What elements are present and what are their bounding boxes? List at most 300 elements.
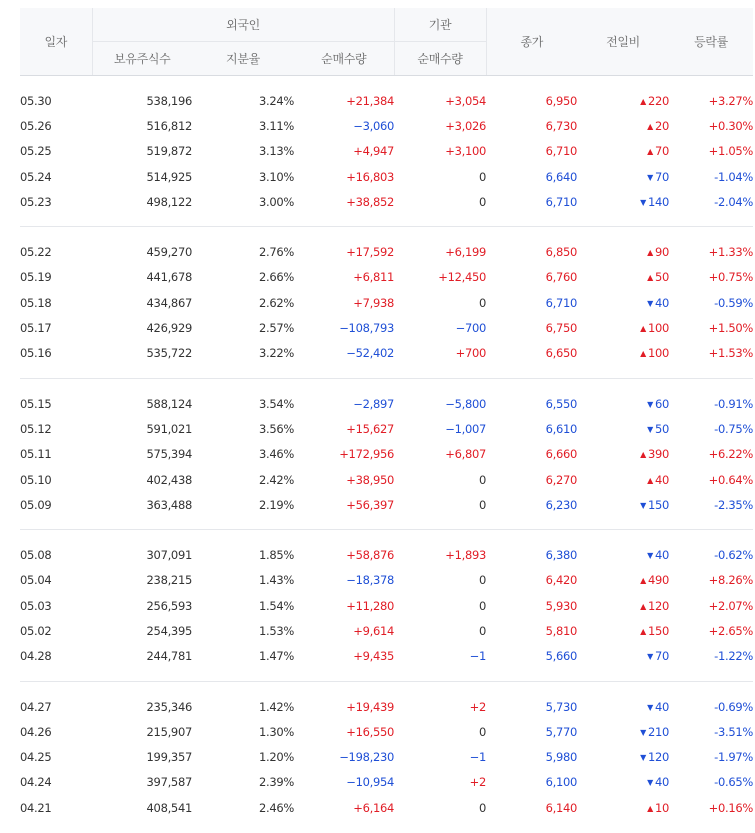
cell-foreign-net: +56,397 bbox=[346, 497, 395, 512]
cell-foreign-net: +172,956 bbox=[339, 447, 395, 462]
header-date: 일자 bbox=[20, 8, 92, 76]
cell-close: 5,660 bbox=[545, 649, 578, 664]
triangle-down-icon: ▼ bbox=[647, 172, 653, 182]
cell-rate: +2.65% bbox=[708, 623, 754, 638]
header-close: 종가 bbox=[486, 8, 577, 76]
cell-holdings: 514,925 bbox=[146, 169, 192, 184]
table-row bbox=[20, 265, 753, 290]
cell-foreign-net: +38,950 bbox=[346, 472, 395, 487]
cell-holdings: 441,678 bbox=[146, 270, 192, 285]
table-header bbox=[20, 8, 753, 76]
cell-holdings: 408,541 bbox=[146, 800, 192, 815]
cell-holdings: 459,270 bbox=[146, 245, 192, 260]
cell-ratio: 2.46% bbox=[258, 800, 294, 815]
header-change: 전일비 bbox=[577, 8, 669, 76]
cell-change bbox=[577, 542, 669, 567]
cell-close: 6,730 bbox=[545, 118, 578, 133]
change-value: 490 bbox=[647, 573, 670, 588]
table-row bbox=[20, 113, 753, 138]
cell-foreign-net: +11,280 bbox=[346, 598, 395, 613]
triangle-up-icon: ▲ bbox=[640, 576, 646, 586]
cell-close: 6,270 bbox=[545, 472, 578, 487]
cell-close: 6,750 bbox=[545, 321, 578, 336]
cell-change bbox=[577, 416, 669, 441]
cell-date: 05.11 bbox=[20, 447, 52, 462]
cell-ratio: 1.85% bbox=[258, 548, 294, 563]
cell-ratio: 1.43% bbox=[258, 573, 294, 588]
cell-date: 04.26 bbox=[20, 724, 52, 739]
cell-close: 6,710 bbox=[545, 295, 578, 310]
cell-foreign-net: +58,876 bbox=[346, 548, 395, 563]
cell-institution-net: −700 bbox=[455, 321, 487, 336]
cell-close: 6,660 bbox=[545, 447, 578, 462]
cell-date: 05.10 bbox=[20, 472, 52, 487]
cell-ratio: 3.11% bbox=[258, 118, 294, 133]
cell-institution-net: +3,054 bbox=[445, 93, 487, 108]
cell-date: 05.18 bbox=[20, 295, 52, 310]
cell-ratio: 3.00% bbox=[258, 194, 294, 209]
table-row bbox=[20, 719, 753, 744]
triangle-down-icon: ▼ bbox=[647, 424, 653, 434]
cell-foreign-net: +16,550 bbox=[346, 724, 395, 739]
group-spacer bbox=[20, 681, 753, 694]
cell-ratio: 3.13% bbox=[258, 144, 294, 159]
cell-rate: -0.62% bbox=[714, 548, 754, 563]
cell-rate: -1.04% bbox=[714, 169, 754, 184]
change-value: 140 bbox=[647, 194, 670, 209]
cell-institution-net: −1,007 bbox=[445, 421, 487, 436]
cell-institution-net: +1,893 bbox=[445, 548, 487, 563]
cell-institution-net: 0 bbox=[478, 800, 487, 815]
cell-rate: +1.53% bbox=[708, 346, 754, 361]
cell-date: 05.16 bbox=[20, 346, 52, 361]
cell-ratio: 2.57% bbox=[258, 321, 294, 336]
cell-date: 05.08 bbox=[20, 548, 52, 563]
triangle-down-icon: ▼ bbox=[640, 753, 646, 763]
triangle-down-icon: ▼ bbox=[647, 778, 653, 788]
cell-change bbox=[577, 442, 669, 467]
change-value: 390 bbox=[647, 447, 670, 462]
cell-institution-net: 0 bbox=[478, 497, 487, 512]
change-value: 120 bbox=[647, 598, 670, 613]
change-value: 210 bbox=[647, 724, 670, 739]
group-divider bbox=[20, 214, 753, 227]
change-value: 50 bbox=[654, 270, 670, 285]
cell-close: 6,640 bbox=[545, 169, 578, 184]
group-spacer bbox=[20, 227, 753, 240]
cell-ratio: 1.30% bbox=[258, 724, 294, 739]
cell-rate: +8.26% bbox=[708, 573, 754, 588]
cell-rate: -1.97% bbox=[714, 750, 754, 765]
cell-foreign-net: +4,947 bbox=[353, 144, 395, 159]
cell-holdings: 215,907 bbox=[146, 724, 192, 739]
cell-foreign-net: −18,378 bbox=[346, 573, 395, 588]
change-value: 20 bbox=[654, 118, 670, 133]
cell-foreign-net: +9,435 bbox=[353, 649, 395, 664]
cell-date: 04.27 bbox=[20, 699, 52, 714]
change-value: 70 bbox=[654, 649, 670, 664]
cell-change bbox=[577, 492, 669, 517]
cell-foreign-net: +9,614 bbox=[353, 623, 395, 638]
change-value: 50 bbox=[654, 421, 670, 436]
table-row bbox=[20, 644, 753, 669]
cell-date: 05.23 bbox=[20, 194, 52, 209]
table-row bbox=[20, 290, 753, 315]
cell-holdings: 235,346 bbox=[146, 699, 192, 714]
header-holdings: 보유주식수 bbox=[92, 42, 192, 76]
cell-change bbox=[577, 290, 669, 315]
change-value: 40 bbox=[654, 548, 670, 563]
group-divider bbox=[20, 669, 753, 682]
cell-close: 6,950 bbox=[545, 93, 578, 108]
cell-change bbox=[577, 341, 669, 366]
table-row bbox=[20, 315, 753, 340]
change-value: 120 bbox=[647, 750, 670, 765]
triangle-up-icon: ▲ bbox=[647, 475, 653, 485]
table-row bbox=[20, 618, 753, 643]
table-row bbox=[20, 164, 753, 189]
cell-rate: +1.05% bbox=[708, 144, 754, 159]
triangle-up-icon: ▲ bbox=[647, 803, 653, 813]
cell-date: 05.17 bbox=[20, 321, 52, 336]
cell-holdings: 256,593 bbox=[146, 598, 192, 613]
table-row bbox=[20, 568, 753, 593]
triangle-down-icon: ▼ bbox=[647, 298, 653, 308]
cell-change bbox=[577, 164, 669, 189]
table-row bbox=[20, 694, 753, 719]
cell-foreign-net: +7,938 bbox=[353, 295, 395, 310]
cell-change bbox=[577, 391, 669, 416]
cell-foreign-net: +15,627 bbox=[346, 421, 395, 436]
triangle-down-icon: ▼ bbox=[647, 702, 653, 712]
cell-change bbox=[577, 618, 669, 643]
cell-rate: -0.69% bbox=[714, 699, 754, 714]
group-divider bbox=[20, 517, 753, 530]
triangle-up-icon: ▲ bbox=[640, 349, 646, 359]
cell-close: 5,980 bbox=[545, 750, 578, 765]
change-value: 70 bbox=[654, 144, 670, 159]
cell-rate: +0.30% bbox=[708, 118, 754, 133]
cell-change bbox=[577, 745, 669, 770]
cell-foreign-net: +6,811 bbox=[353, 270, 395, 285]
cell-change bbox=[577, 770, 669, 795]
cell-date: 05.30 bbox=[20, 93, 52, 108]
cell-holdings: 238,215 bbox=[146, 573, 192, 588]
change-value: 40 bbox=[654, 699, 670, 714]
cell-rate: +0.16% bbox=[708, 800, 754, 815]
cell-change bbox=[577, 265, 669, 290]
triangle-up-icon: ▲ bbox=[640, 450, 646, 460]
cell-foreign-net: −10,954 bbox=[346, 775, 395, 790]
cell-rate: +0.64% bbox=[708, 472, 754, 487]
cell-date: 04.21 bbox=[20, 800, 52, 815]
cell-holdings: 199,357 bbox=[146, 750, 192, 765]
cell-close: 6,550 bbox=[545, 396, 578, 411]
table-row bbox=[20, 416, 753, 441]
change-value: 40 bbox=[654, 472, 670, 487]
change-value: 10 bbox=[654, 800, 670, 815]
cell-institution-net: 0 bbox=[478, 169, 487, 184]
header-institution: 기관 bbox=[394, 8, 486, 42]
cell-institution-net: +3,026 bbox=[445, 118, 487, 133]
cell-close: 6,650 bbox=[545, 346, 578, 361]
table-row bbox=[20, 745, 753, 770]
cell-foreign-net: +21,384 bbox=[346, 93, 395, 108]
row-group bbox=[20, 76, 753, 227]
cell-date: 05.19 bbox=[20, 270, 52, 285]
cell-close: 6,100 bbox=[545, 775, 578, 790]
cell-institution-net: +2 bbox=[469, 775, 487, 790]
cell-ratio: 3.54% bbox=[258, 396, 294, 411]
change-value: 60 bbox=[654, 396, 670, 411]
group-spacer bbox=[20, 378, 753, 391]
table-row bbox=[20, 492, 753, 517]
cell-change bbox=[577, 719, 669, 744]
cell-change bbox=[577, 315, 669, 340]
cell-close: 5,930 bbox=[545, 598, 578, 613]
cell-date: 05.26 bbox=[20, 118, 52, 133]
cell-close: 5,730 bbox=[545, 699, 578, 714]
cell-institution-net: +6,199 bbox=[445, 245, 487, 260]
cell-foreign-net: −2,897 bbox=[353, 396, 395, 411]
cell-close: 6,710 bbox=[545, 144, 578, 159]
triangle-up-icon: ▲ bbox=[647, 273, 653, 283]
cell-foreign-net: +17,592 bbox=[346, 245, 395, 260]
change-value: 100 bbox=[647, 346, 670, 361]
cell-ratio: 2.42% bbox=[258, 472, 294, 487]
cell-date: 04.25 bbox=[20, 750, 52, 765]
header-rate: 등락률 bbox=[669, 8, 753, 76]
cell-close: 6,760 bbox=[545, 270, 578, 285]
cell-close: 6,140 bbox=[545, 800, 578, 815]
cell-close: 6,710 bbox=[545, 194, 578, 209]
triangle-down-icon: ▼ bbox=[647, 652, 653, 662]
cell-change bbox=[577, 568, 669, 593]
cell-date: 04.24 bbox=[20, 775, 52, 790]
table-row bbox=[20, 341, 753, 366]
cell-holdings: 519,872 bbox=[146, 144, 192, 159]
cell-ratio: 1.47% bbox=[258, 649, 294, 664]
cell-foreign-net: −3,060 bbox=[353, 118, 395, 133]
cell-holdings: 402,438 bbox=[146, 472, 192, 487]
triangle-up-icon: ▲ bbox=[647, 147, 653, 157]
cell-rate: -2.04% bbox=[714, 194, 754, 209]
cell-institution-net: +6,807 bbox=[445, 447, 487, 462]
row-group bbox=[20, 681, 753, 832]
cell-date: 05.12 bbox=[20, 421, 52, 436]
cell-ratio: 2.66% bbox=[258, 270, 294, 285]
cell-ratio: 3.22% bbox=[258, 346, 294, 361]
cell-date: 05.04 bbox=[20, 573, 52, 588]
triangle-up-icon: ▲ bbox=[640, 601, 646, 611]
cell-foreign-net: +16,803 bbox=[346, 169, 395, 184]
cell-change bbox=[577, 139, 669, 164]
cell-ratio: 2.62% bbox=[258, 295, 294, 310]
cell-institution-net: 0 bbox=[478, 472, 487, 487]
cell-ratio: 3.46% bbox=[258, 447, 294, 462]
triangle-up-icon: ▲ bbox=[640, 324, 646, 334]
cell-holdings: 397,587 bbox=[146, 775, 192, 790]
cell-date: 05.25 bbox=[20, 144, 52, 159]
table-row bbox=[20, 391, 753, 416]
change-value: 100 bbox=[647, 321, 670, 336]
cell-foreign-net: −108,793 bbox=[339, 321, 395, 336]
cell-holdings: 516,812 bbox=[146, 118, 192, 133]
change-value: 150 bbox=[647, 497, 670, 512]
cell-change bbox=[577, 189, 669, 214]
group-spacer bbox=[20, 530, 753, 543]
cell-close: 6,850 bbox=[545, 245, 578, 260]
table-row bbox=[20, 189, 753, 214]
cell-rate: -0.65% bbox=[714, 775, 754, 790]
cell-foreign-net: +19,439 bbox=[346, 699, 395, 714]
cell-holdings: 254,395 bbox=[146, 623, 192, 638]
change-value: 150 bbox=[647, 623, 670, 638]
table-row bbox=[20, 442, 753, 467]
cell-change bbox=[577, 593, 669, 618]
cell-institution-net: 0 bbox=[478, 623, 487, 638]
triangle-down-icon: ▼ bbox=[640, 727, 646, 737]
cell-date: 04.28 bbox=[20, 649, 52, 664]
change-value: 70 bbox=[654, 169, 670, 184]
table-row bbox=[20, 593, 753, 618]
cell-holdings: 498,122 bbox=[146, 194, 192, 209]
cell-close: 6,230 bbox=[545, 497, 578, 512]
cell-change bbox=[577, 694, 669, 719]
cell-foreign-net: +38,852 bbox=[346, 194, 395, 209]
cell-change bbox=[577, 467, 669, 492]
cell-ratio: 1.20% bbox=[258, 750, 294, 765]
cell-institution-net: +700 bbox=[455, 346, 487, 361]
change-value: 40 bbox=[654, 775, 670, 790]
cell-date: 05.15 bbox=[20, 396, 52, 411]
cell-date: 05.02 bbox=[20, 623, 52, 638]
table-row bbox=[20, 88, 753, 113]
table-row bbox=[20, 542, 753, 567]
cell-rate: -0.59% bbox=[714, 295, 754, 310]
header-institution-net: 순매수량 bbox=[394, 42, 486, 76]
change-value: 220 bbox=[647, 93, 670, 108]
group-divider bbox=[20, 820, 753, 832]
table-row bbox=[20, 239, 753, 264]
table-row bbox=[20, 795, 753, 820]
cell-institution-net: +2 bbox=[469, 699, 487, 714]
triangle-down-icon: ▼ bbox=[647, 399, 653, 409]
cell-date: 05.03 bbox=[20, 598, 52, 613]
cell-holdings: 591,021 bbox=[146, 421, 192, 436]
cell-ratio: 2.19% bbox=[258, 497, 294, 512]
cell-rate: -3.51% bbox=[714, 724, 754, 739]
triangle-down-icon: ▼ bbox=[640, 197, 646, 207]
cell-change bbox=[577, 113, 669, 138]
cell-institution-net: 0 bbox=[478, 598, 487, 613]
cell-date: 05.24 bbox=[20, 169, 52, 184]
cell-close: 5,810 bbox=[545, 623, 578, 638]
cell-ratio: 1.42% bbox=[258, 699, 294, 714]
cell-holdings: 244,781 bbox=[146, 649, 192, 664]
triangle-up-icon: ▲ bbox=[647, 121, 653, 131]
cell-ratio: 3.24% bbox=[258, 93, 294, 108]
cell-institution-net: −1 bbox=[469, 750, 487, 765]
cell-foreign-net: +6,164 bbox=[353, 800, 395, 815]
cell-institution-net: −1 bbox=[469, 649, 487, 664]
cell-institution-net: 0 bbox=[478, 295, 487, 310]
cell-change bbox=[577, 644, 669, 669]
triangle-down-icon: ▼ bbox=[647, 551, 653, 561]
header-ratio: 지분율 bbox=[192, 42, 294, 76]
cell-change bbox=[577, 239, 669, 264]
cell-close: 5,770 bbox=[545, 724, 578, 739]
table-row bbox=[20, 770, 753, 795]
investor-trading-table bbox=[20, 8, 753, 832]
cell-institution-net: +3,100 bbox=[445, 144, 487, 159]
cell-rate: -0.91% bbox=[714, 396, 754, 411]
cell-ratio: 3.10% bbox=[258, 169, 294, 184]
cell-holdings: 426,929 bbox=[146, 321, 192, 336]
cell-rate: +1.33% bbox=[708, 245, 754, 260]
row-group bbox=[20, 530, 753, 681]
cell-rate: +0.75% bbox=[708, 270, 754, 285]
cell-foreign-net: −198,230 bbox=[339, 750, 395, 765]
row-group bbox=[20, 227, 753, 378]
table-row bbox=[20, 467, 753, 492]
cell-institution-net: 0 bbox=[478, 573, 487, 588]
cell-rate: +1.50% bbox=[708, 321, 754, 336]
cell-rate: -0.75% bbox=[714, 421, 754, 436]
cell-change bbox=[577, 795, 669, 820]
row-group bbox=[20, 378, 753, 529]
cell-foreign-net: −52,402 bbox=[346, 346, 395, 361]
triangle-up-icon: ▲ bbox=[640, 96, 646, 106]
cell-institution-net: −5,800 bbox=[445, 396, 487, 411]
cell-ratio: 1.53% bbox=[258, 623, 294, 638]
triangle-down-icon: ▼ bbox=[640, 500, 646, 510]
triangle-up-icon: ▲ bbox=[647, 248, 653, 258]
cell-holdings: 575,394 bbox=[146, 447, 192, 462]
cell-ratio: 1.54% bbox=[258, 598, 294, 613]
cell-rate: -1.22% bbox=[714, 649, 754, 664]
cell-rate: -2.35% bbox=[714, 497, 754, 512]
cell-rate: +3.27% bbox=[708, 93, 754, 108]
triangle-up-icon: ▲ bbox=[640, 626, 646, 636]
cell-institution-net: 0 bbox=[478, 194, 487, 209]
cell-change bbox=[577, 88, 669, 113]
cell-rate: +6.22% bbox=[708, 447, 754, 462]
cell-rate: +2.07% bbox=[708, 598, 754, 613]
cell-date: 05.22 bbox=[20, 245, 52, 260]
cell-holdings: 363,488 bbox=[146, 497, 192, 512]
cell-holdings: 538,196 bbox=[146, 93, 192, 108]
table-row bbox=[20, 139, 753, 164]
cell-holdings: 588,124 bbox=[146, 396, 192, 411]
cell-ratio: 2.39% bbox=[258, 775, 294, 790]
cell-close: 6,610 bbox=[545, 421, 578, 436]
cell-ratio: 3.56% bbox=[258, 421, 294, 436]
cell-ratio: 2.76% bbox=[258, 245, 294, 260]
cell-close: 6,420 bbox=[545, 573, 578, 588]
change-value: 90 bbox=[654, 245, 670, 260]
cell-date: 05.09 bbox=[20, 497, 52, 512]
cell-close: 6,380 bbox=[545, 548, 578, 563]
cell-holdings: 307,091 bbox=[146, 548, 192, 563]
cell-institution-net: +12,450 bbox=[438, 270, 487, 285]
group-divider bbox=[20, 366, 753, 379]
header-foreign-net: 순매수량 bbox=[294, 42, 394, 76]
header-foreign: 외국인 bbox=[92, 8, 394, 42]
change-value: 40 bbox=[654, 295, 670, 310]
cell-institution-net: 0 bbox=[478, 724, 487, 739]
group-spacer bbox=[20, 76, 753, 89]
